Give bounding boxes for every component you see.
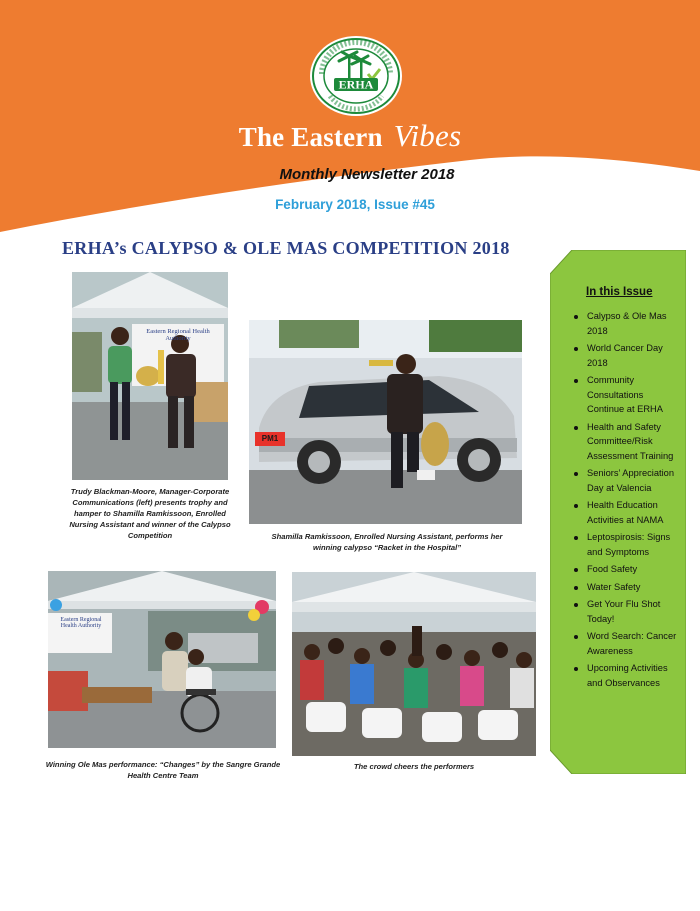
newsletter-subtitle: Monthly Newsletter 2018 — [279, 166, 455, 183]
caption-ole-mas: Winning Ole Mas performance: “Changes” by the Sangre Grande Health Centre Team — [45, 760, 281, 780]
sidebar-item[interactable]: Health and Safety Committee/Risk Assessment Training — [573, 420, 681, 464]
caption-calypso-performance: Shamilla Ramkissoon, Enrolled Nursing Assistant, performs her winning calypso “Racket in the Hospital” — [271, 532, 503, 552]
photo-trophy-presentation — [72, 272, 228, 480]
masthead-title-script: Vibes — [393, 118, 462, 153]
sidebar-item[interactable]: Upcoming Activities and Observances — [573, 661, 681, 690]
photo-calypso-performance — [249, 320, 522, 524]
sidebar-item[interactable]: Community Consultations Continue at ERHA — [573, 373, 681, 417]
sidebar-item[interactable]: Water Safety — [573, 580, 681, 595]
sidebar-item[interactable]: Word Search: Cancer Awareness — [573, 629, 681, 658]
photo-ole-mas — [48, 571, 276, 748]
sidebar-list — [573, 309, 681, 693]
masthead-title — [0, 118, 700, 154]
sidebar-item[interactable]: Get Your Flu Shot Today! — [573, 597, 681, 626]
photo-banner-text: Eastern Regional Health Authority — [146, 328, 210, 342]
article-headline: ERHA’s CALYPSO & OLE MAS COMPETITION 2018 — [62, 238, 510, 258]
erha-logo — [308, 34, 404, 118]
photo-banner-text: Eastern Regional Health Authority — [60, 617, 102, 629]
sidebar-title: In this Issue — [586, 286, 653, 298]
caption-trophy-presentation: Trudy Blackman-Moore, Manager-Corporate Communications (left) presents trophy and hamper to Shamilla Ramkissoon, Enrolled Nursing Assistant and winner of the Calypso Competition — [69, 487, 231, 540]
sidebar-item[interactable]: Leptospirosis: Signs and Symptoms — [573, 530, 681, 559]
sidebar-item[interactable]: Health Education Activities at NAMA — [573, 498, 681, 527]
photo-crowd — [292, 572, 536, 756]
photo-sign-text: PM1 — [261, 434, 279, 443]
logo-center-text: ERHA — [338, 77, 374, 92]
issue-number: February 2018, Issue #45 — [275, 197, 435, 212]
masthead-title-main: The Eastern — [238, 122, 383, 152]
sidebar-item[interactable]: Food Safety — [573, 562, 681, 577]
sidebar-item[interactable]: World Cancer Day 2018 — [573, 341, 681, 370]
caption-crowd: The crowd cheers the performers — [353, 762, 475, 771]
sidebar-item[interactable]: Calypso & Ole Mas 2018 — [573, 309, 681, 338]
sidebar-item[interactable]: Seniors’ Appreciation Day at Valencia — [573, 466, 681, 495]
